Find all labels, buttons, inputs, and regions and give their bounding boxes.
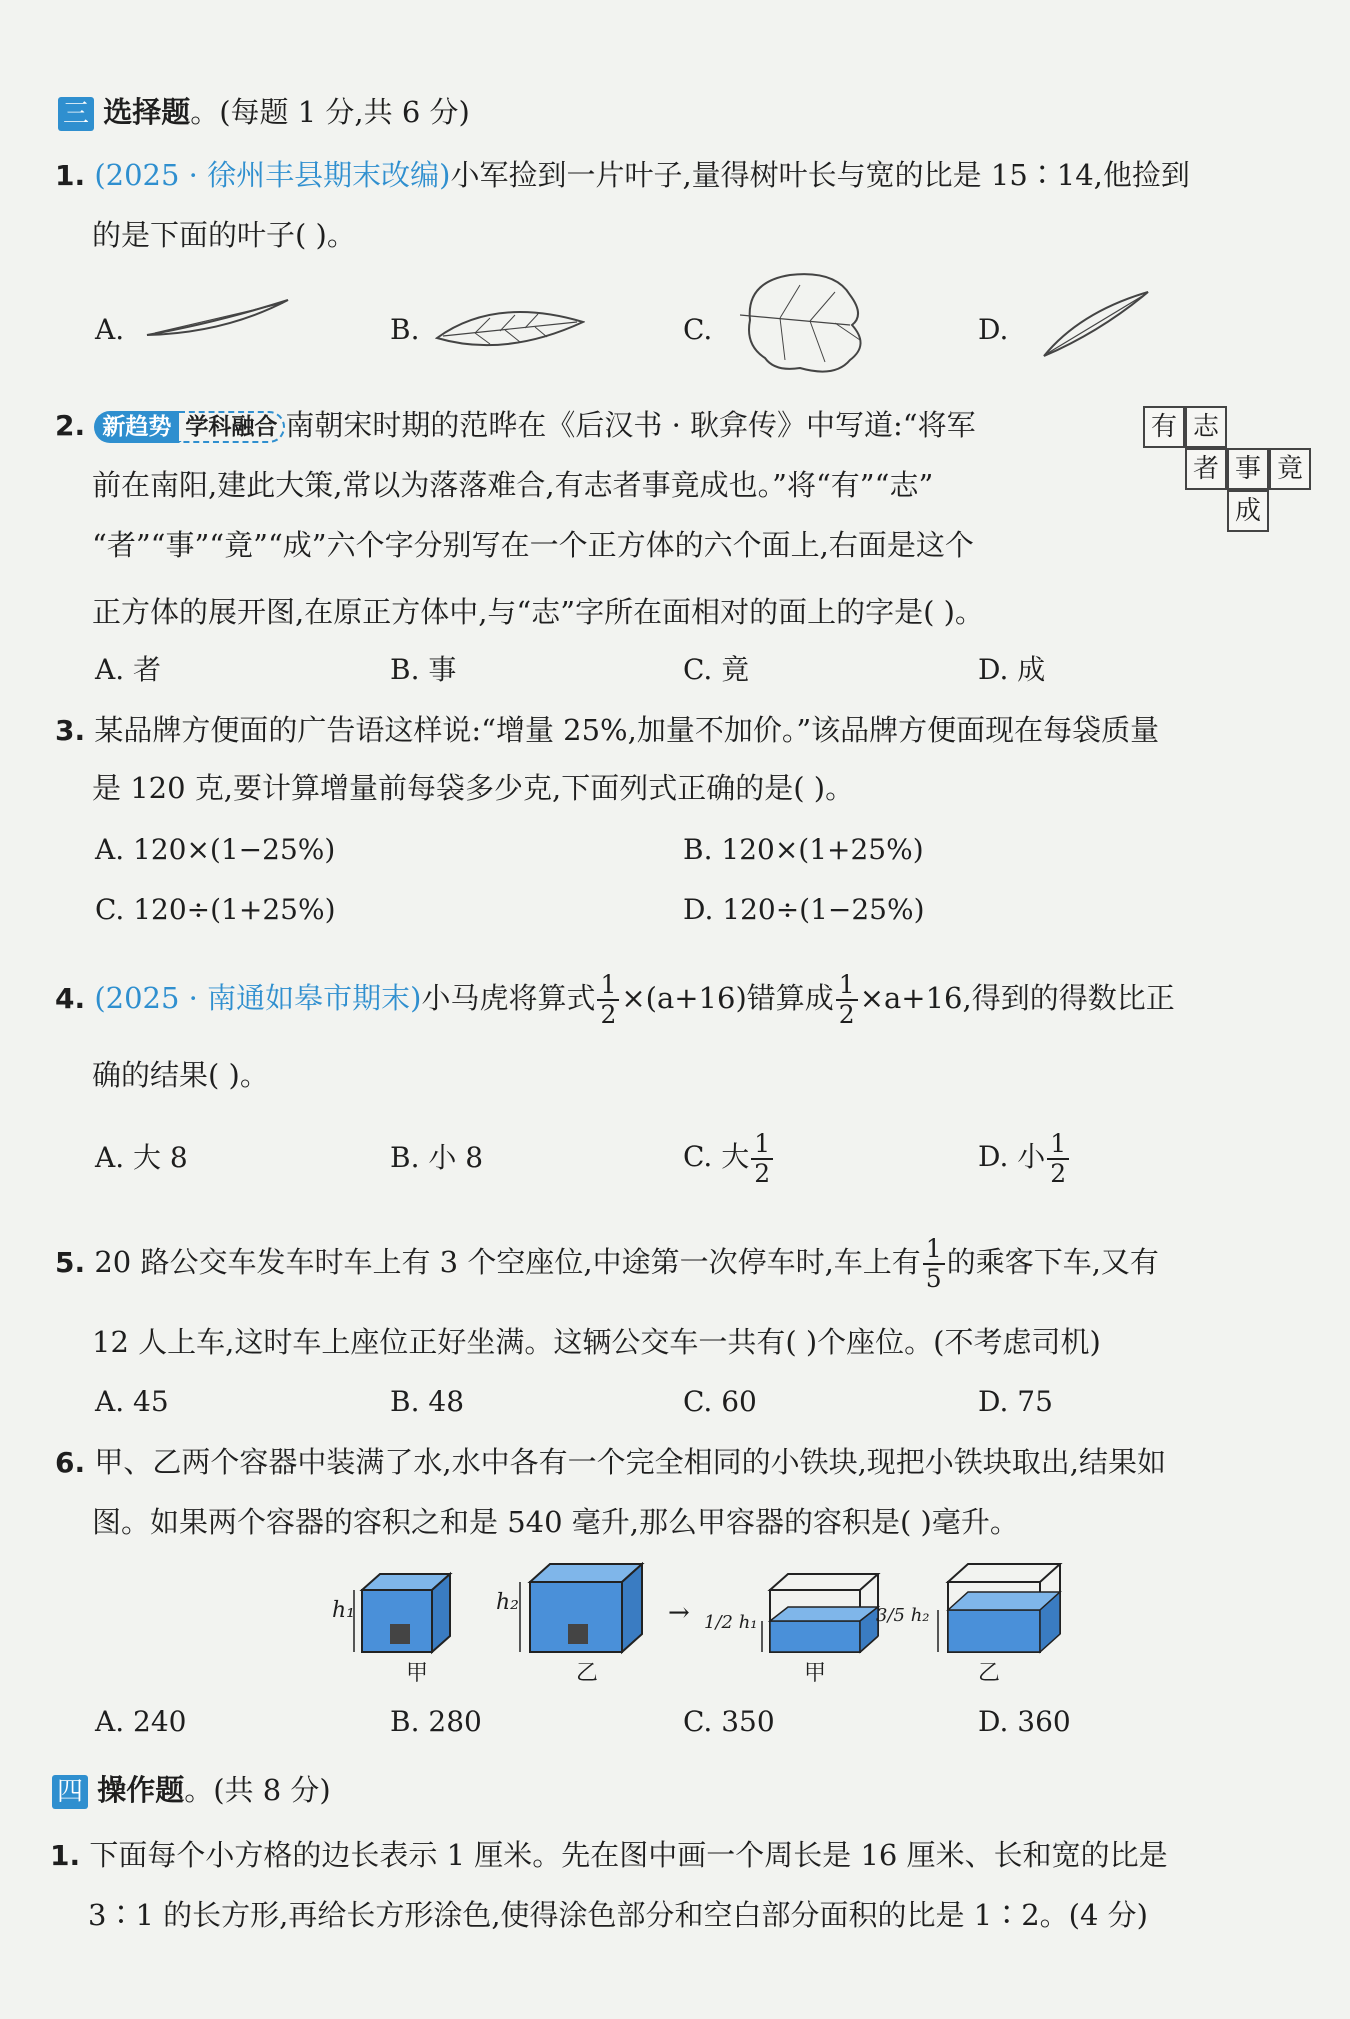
q6-option-c[interactable]: C. 350 (683, 1705, 775, 1738)
net-cell-you: 有 (1143, 406, 1185, 448)
container-jia-after (762, 1574, 878, 1652)
q4-option-a[interactable]: A. 大 8 (95, 1141, 188, 1174)
question-4-source: (2025 · 南通如皋市期末) (94, 981, 422, 1015)
question-3-line-2: 是 120 克,要计算增量前每袋多少克,下面列式正确的是( )。 (92, 771, 855, 805)
q1-option-a[interactable]: A. (95, 313, 125, 346)
q6-option-a[interactable]: A. 240 (95, 1705, 187, 1738)
operation-1-line-2: 3∶1 的长方形,再给长方形涂色,使得涂色部分和空白部分面积的比是 1∶2。(4 分) (88, 1898, 1148, 1932)
container-yi-full (520, 1564, 642, 1652)
new-trend-tag: 新趋势 (94, 411, 179, 443)
label-jia-2: 甲 (804, 1661, 827, 1686)
q2-option-a[interactable]: A. 者 (95, 653, 162, 686)
section-4-note: 。(共 8 分) (184, 1773, 331, 1807)
question-2-line-3: “者”“事”“竟”“成”六个字分别写在一个正方体的六个面上,右面是这个 (92, 528, 974, 562)
label-half-h1: 1/2 h₁ (704, 1612, 758, 1633)
net-cell-zhe: 者 (1185, 448, 1227, 490)
q6-option-b[interactable]: B. 280 (390, 1705, 482, 1738)
question-1-source: (2025 · 徐州丰县期末改编) (94, 158, 451, 192)
q4-option-d[interactable]: D. 小 $\frac{1}{2}$ (978, 1122, 1071, 1192)
q2-option-d[interactable]: D. 成 (978, 653, 1046, 686)
leaf-c-icon (740, 270, 880, 380)
question-1-line-1: 1. (2025 · 徐州丰县期末改编)小军捡到一片叶子,量得树叶长与宽的比是 15∶14,他捡到 (55, 158, 1190, 192)
net-cell-cheng: 成 (1227, 490, 1269, 532)
label-h1: h₁ (332, 1598, 355, 1623)
question-6-line-1: 6. 甲、乙两个容器中装满了水,水中各有一个完全相同的小铁块,现把小铁块取出,结果如 (55, 1445, 1167, 1479)
label-three-fifths-h2: 3/5 h₂ (876, 1605, 930, 1626)
leaf-a-icon (145, 295, 290, 345)
question-6-line-2: 图。如果两个容器的容积之和是 540 毫升,那么甲容器的容积是( )毫升。 (92, 1505, 1019, 1539)
question-5-line-1: 5. 20 路公交车发车时车上有 3 个空座位,中途第一次停车时,车上有 $\frac{1}{5}$ 的乘客下车,又有 (55, 1234, 1159, 1293)
leaf-d-icon (1040, 290, 1150, 360)
net-cell-zhi: 志 (1185, 406, 1227, 448)
label-jia-1: 甲 (406, 1661, 429, 1686)
section-4-title: 操作题 (97, 1773, 185, 1807)
subject-fusion-tag: 学科融合 (179, 411, 285, 443)
q4-option-b[interactable]: B. 小 8 (390, 1141, 484, 1174)
question-1-line-2: 的是下面的叶子( )。 (92, 218, 356, 252)
label-yi-2: 乙 (978, 1661, 1001, 1686)
q5-option-a[interactable]: A. 45 (95, 1385, 169, 1418)
question-4-line-2: 确的结果( )。 (92, 1058, 269, 1092)
question-5-line-2: 12 人上车,这时车上座位正好坐满。这辆公交车一共有( )个座位。(不考虑司机) (92, 1325, 1101, 1359)
fraction-one-half: $\frac{1}{2}$ (597, 971, 619, 1029)
question-2-line-2: 前在南阳,建此大策,常以为落落难合,有志者事竟成也。”将“有”“志” (92, 468, 934, 502)
q3-option-c[interactable]: C. 120÷(1+25%) (95, 893, 336, 926)
q5-option-b[interactable]: B. 48 (390, 1385, 465, 1418)
q6-option-d[interactable]: D. 360 (978, 1705, 1071, 1738)
q3-option-d[interactable]: D. 120÷(1−25%) (683, 893, 925, 926)
section-3-header (58, 92, 470, 132)
section-3-note: 。(每题 1 分,共 6 分) (190, 95, 470, 129)
q5-option-d[interactable]: D. 75 (978, 1385, 1053, 1418)
question-4-line-1: 4. (2025 · 南通如皋市期末)小马虎将算式 $\frac{1}{2}$ ×(a+16)错算成 $\frac{1}{2}$ ×a+16,得到的得数比正 (55, 970, 1175, 1029)
net-cell-shi: 事 (1227, 448, 1269, 490)
q5-option-c[interactable]: C. 60 (683, 1385, 757, 1418)
arrow-icon: → (668, 1598, 690, 1628)
section-3-title: 选择题 (103, 95, 191, 129)
net-cell-jing: 竟 (1269, 448, 1311, 490)
container-jia-full (354, 1574, 450, 1652)
operation-1-line-1: 1. 下面每个小方格的边长表示 1 厘米。先在图中画一个周长是 16 厘米、长和宽的比是 (50, 1838, 1168, 1872)
question-3-line-1: 3. 某品牌方便面的广告语这样说:“增量 25%,加量不加价。”该品牌方便面现在每袋质量 (55, 713, 1160, 747)
label-h2: h₂ (496, 1590, 519, 1615)
label-yi-1: 乙 (576, 1661, 599, 1686)
section-4-number: 四 (52, 1775, 88, 1809)
question-2-line-1: 2. 新趋势 学科融合 南朝宋时期的范晔在《后汉书 · 耿弇传》中写道:“将军 (55, 408, 976, 442)
q3-option-b[interactable]: B. 120×(1+25%) (683, 833, 924, 866)
q1-option-d[interactable]: D. (978, 313, 1009, 346)
q1-option-b[interactable]: B. (390, 313, 420, 346)
q4-option-c[interactable]: C. 大 $\frac{1}{2}$ (683, 1122, 775, 1192)
q3-option-a[interactable]: A. 120×(1−25%) (95, 833, 336, 866)
q2-option-c[interactable]: C. 竟 (683, 653, 750, 686)
section-4-header (52, 1770, 331, 1810)
q1-option-c[interactable]: C. (683, 313, 713, 346)
fraction-one-fifth: $\frac{1}{5}$ (923, 1235, 945, 1293)
container-yi-after (938, 1564, 1060, 1652)
leaf-b-icon (435, 300, 585, 350)
section-3-number: 三 (58, 97, 94, 131)
fraction-one-half-2: $\frac{1}{2}$ (836, 971, 858, 1029)
q2-option-b[interactable]: B. 事 (390, 653, 457, 686)
question-2-line-4: 正方体的展开图,在原正方体中,与“志”字所在面相对的面上的字是( )。 (92, 595, 984, 629)
